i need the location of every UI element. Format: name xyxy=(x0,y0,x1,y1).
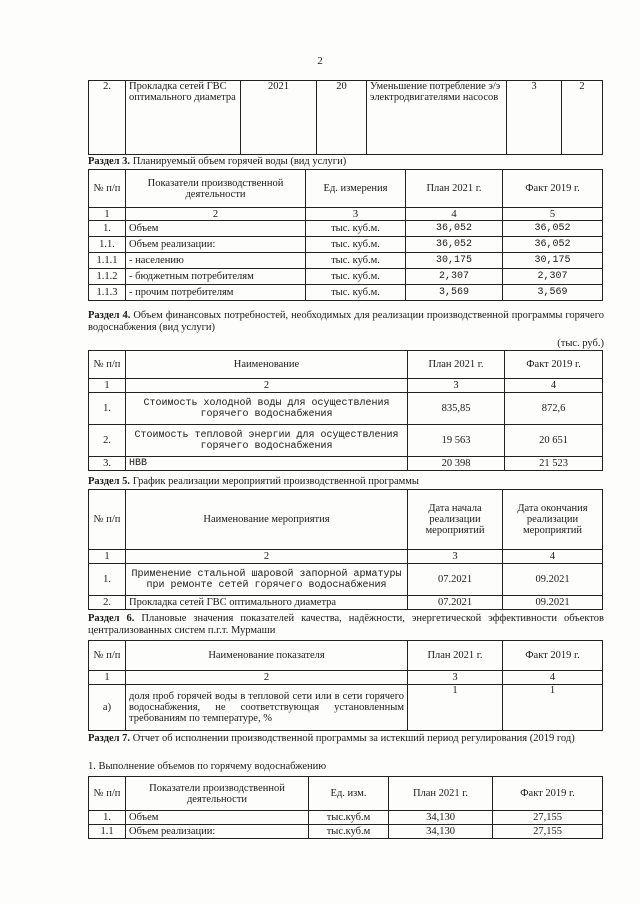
table-row: 3. НВВ 20 398 21 523 xyxy=(89,457,603,471)
section-4-heading: Раздел 4. Объем финансовых потребностей, необходимых для реализации производственной программы горячего водоснабжения (вид услуги) xyxy=(88,310,604,333)
cell-v1: 3 xyxy=(507,81,562,155)
table-index-row: 1 2 3 4 xyxy=(89,379,603,393)
section-5-table xyxy=(88,489,602,610)
table-row: 1. Стоимость холодной воды для осуществления горячего водоснабжения 835,85 872,6 xyxy=(89,393,603,425)
cell-num: 2. xyxy=(89,81,126,155)
table-row: 1. Объем тыс. куб.м. 36,052 36,052 xyxy=(89,221,603,237)
header-cell: Показатели производственной деятельности xyxy=(126,170,306,208)
table-row xyxy=(89,81,603,155)
section-6-table xyxy=(88,640,602,731)
section-4-unit: (тыс. руб.) xyxy=(557,338,604,349)
table-index-row: 1 2 3 4 5 xyxy=(89,208,603,221)
header-cell: Ед. измерения xyxy=(306,170,406,208)
section-7-heading: Раздел 7. Отчет об исполнении производственной программы за истекший период регулирования (2019 год) xyxy=(88,733,575,744)
table-header-row: № п/п Наименование показателя План 2021 г. Факт 2019 г. xyxy=(89,641,603,671)
table-row: 1.1. Объем реализации: тыс. куб.м. 36,052 36,052 xyxy=(89,237,603,253)
table-header-row: № п/п Наименование мероприятия Дата начала реализации мероприятий Дата окончания реализации мероприятий xyxy=(89,490,603,550)
page-number: 2 xyxy=(317,55,323,67)
header-cell: № п/п xyxy=(89,170,126,208)
section-6-heading: Раздел 6. Плановые значения показателей качества, надёжности, энергетической эффективности объектов централизованных систем п.г.т. Мурмаши xyxy=(88,613,604,636)
table-row: 2. Стоимость тепловой энергии для осуществления горячего водоснабжения 19 563 20 651 xyxy=(89,425,603,457)
cell-v2: 2 xyxy=(562,81,603,155)
section-3-heading: Раздел 3. Планируемый объем горячей воды (вид услуги) xyxy=(88,156,347,167)
section-3-table xyxy=(88,169,602,301)
section-7-table xyxy=(88,776,602,839)
section-7-subtitle: 1. Выполнение объемов по горячему водоснабжению xyxy=(88,761,327,772)
table-row: 1. Применение стальной шаровой запорной арматуры при ремонте сетей горячего водоснабжения 07.2021 09.2021 xyxy=(89,564,603,596)
cell-name: Прокладка сетей ГВС оптимального диаметра xyxy=(126,81,241,155)
table-index-row: 1 2 3 4 xyxy=(89,671,603,685)
table-row: 1. Объем тыс.куб.м 34,130 27,155 xyxy=(89,811,603,825)
table-header-row xyxy=(89,170,603,208)
table-row: 2. Прокладка сетей ГВС оптимального диаметра 07.2021 09.2021 xyxy=(89,596,603,610)
table-row: 1.1.3 - прочим потребителям тыс. куб.м. 3,569 3,569 xyxy=(89,285,603,301)
table-row: 1.1.1 - населению тыс. куб.м. 30,175 30,175 xyxy=(89,253,603,269)
cell-effect: Уменьшение потребление э/э электродвигателями насосов xyxy=(367,81,507,155)
header-cell: План 2021 г. xyxy=(406,170,503,208)
section-4-table xyxy=(88,350,602,471)
header-cell: Факт 2019 г. xyxy=(503,170,603,208)
table-row: 1.1.2 - бюджетным потребителям тыс. куб.м. 2,307 2,307 xyxy=(89,269,603,285)
table-row: а) доля проб горячей воды в тепловой сети или в сети горячего водоснабжения, не соответствующая установленным требованиям по температуре, % 1 1 xyxy=(89,685,603,731)
table-index-row: 1 2 3 4 xyxy=(89,550,603,564)
section-5-heading: Раздел 5. График реализации мероприятий производственной программы xyxy=(88,476,419,487)
measures-table-continuation xyxy=(88,80,602,155)
table-header-row: № п/п Показатели производственной деятельности Ед. изм. План 2021 г. Факт 2019 г. xyxy=(89,777,603,811)
cell-qty: 20 xyxy=(317,81,367,155)
cell-year: 2021 xyxy=(241,81,317,155)
table-row: 1.1 Объем реализации: тыс.куб.м 34,130 27,155 xyxy=(89,825,603,839)
table-header-row: № п/п Наименование План 2021 г. Факт 2019 г. xyxy=(89,351,603,379)
